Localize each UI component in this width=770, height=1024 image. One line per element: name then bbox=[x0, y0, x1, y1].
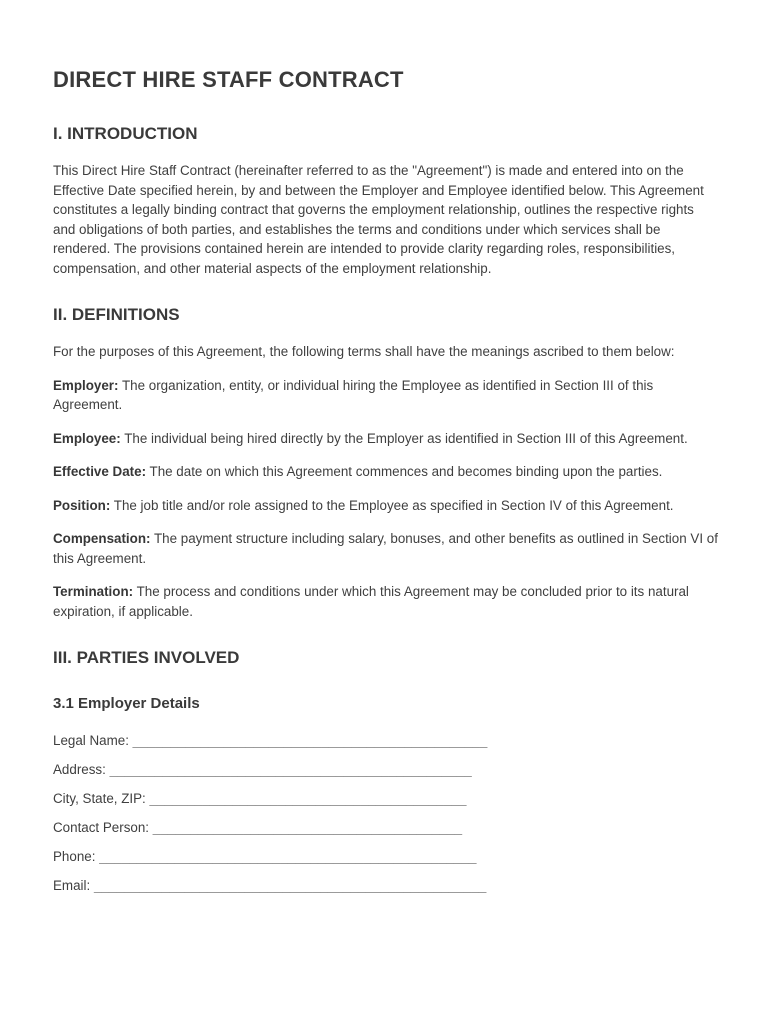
definition-term: Position: bbox=[53, 497, 111, 513]
field-label: City, State, ZIP: bbox=[53, 791, 146, 806]
field-email bbox=[53, 876, 718, 896]
definition-text: The process and conditions under which this Agreement may be concluded prior to its natural expiration, if applicable. bbox=[53, 584, 689, 619]
field-blank-line[interactable]: ____________________________________________________ bbox=[93, 878, 487, 893]
field-label: Legal Name: bbox=[53, 733, 129, 748]
section-heading-parties-involved: III. PARTIES INVOLVED bbox=[53, 648, 240, 667]
definition-text: The organization, entity, or individual hiring the Employee as identified in Section III of this Agreement. bbox=[53, 377, 654, 412]
definition-employee bbox=[53, 429, 718, 449]
field-phone bbox=[53, 847, 718, 867]
definition-term: Effective Date: bbox=[53, 464, 147, 479]
definition-effective-date bbox=[53, 462, 718, 482]
field-blank-line[interactable]: __________________________________________________ bbox=[99, 849, 477, 864]
section-heading-introduction: I. INTRODUCTION bbox=[53, 124, 198, 143]
definition-term: Compensation: bbox=[53, 531, 151, 546]
definition-position bbox=[53, 496, 718, 516]
field-blank-line[interactable]: ________________________________________________ bbox=[109, 762, 472, 777]
field-blank-line[interactable]: __________________________________________ bbox=[149, 791, 467, 806]
definition-termination bbox=[53, 582, 718, 621]
field-label: Address: bbox=[53, 762, 106, 777]
field-label: Email: bbox=[53, 878, 91, 893]
definition-text: The date on which this Agreement commences and becomes binding upon the parties. bbox=[149, 464, 663, 479]
field-blank-line[interactable]: _______________________________________________ bbox=[132, 733, 488, 748]
field-label: Phone: bbox=[53, 849, 96, 864]
introduction-paragraph: This Direct Hire Staff Contract (hereinafter referred to as the "Agreement") is made and entered into on the Effective Date specified herein, by and between the Employer and Employee identified below. This Agreement constitutes a legally binding contract that governs the employment relationship, outlines the respective rights and obligations of both parties, and establishes the terms and conditions under which services shall be rendered. The provisions contained herein are intended to provide clarity regarding roles, responsibilities, compensation, and other material aspects of the employment relationship. bbox=[53, 163, 704, 276]
definition-term: Employer: bbox=[53, 377, 119, 393]
definition-text: The payment structure including salary, bonuses, and other benefits as outlined in Section VI of this Agreement. bbox=[53, 531, 718, 566]
field-legal-name bbox=[53, 731, 718, 751]
definition-term: Termination: bbox=[53, 584, 134, 599]
definition-text: The job title and/or role assigned to the Employee as specified in Section IV of this Agreement. bbox=[113, 497, 674, 513]
field-city-state-zip bbox=[53, 789, 718, 809]
section-heading-definitions: II. DEFINITIONS bbox=[53, 305, 180, 324]
document-title: DIRECT HIRE STAFF CONTRACT bbox=[53, 67, 404, 92]
definition-term: Employee: bbox=[53, 430, 121, 446]
field-label: Contact Person: bbox=[53, 820, 150, 835]
field-address bbox=[53, 760, 718, 780]
field-blank-line[interactable]: _________________________________________ bbox=[152, 820, 463, 835]
definition-employer bbox=[53, 376, 718, 415]
field-contact-person bbox=[53, 818, 718, 838]
definition-compensation bbox=[53, 529, 718, 568]
subsection-heading-employer-details: 3.1 Employer Details bbox=[53, 695, 200, 712]
definitions-lead-paragraph: For the purposes of this Agreement, the following terms shall have the meanings ascribed to them below: bbox=[53, 344, 675, 359]
definition-text: The individual being hired directly by the Employer as identified in Section III of this Agreement. bbox=[124, 430, 688, 446]
